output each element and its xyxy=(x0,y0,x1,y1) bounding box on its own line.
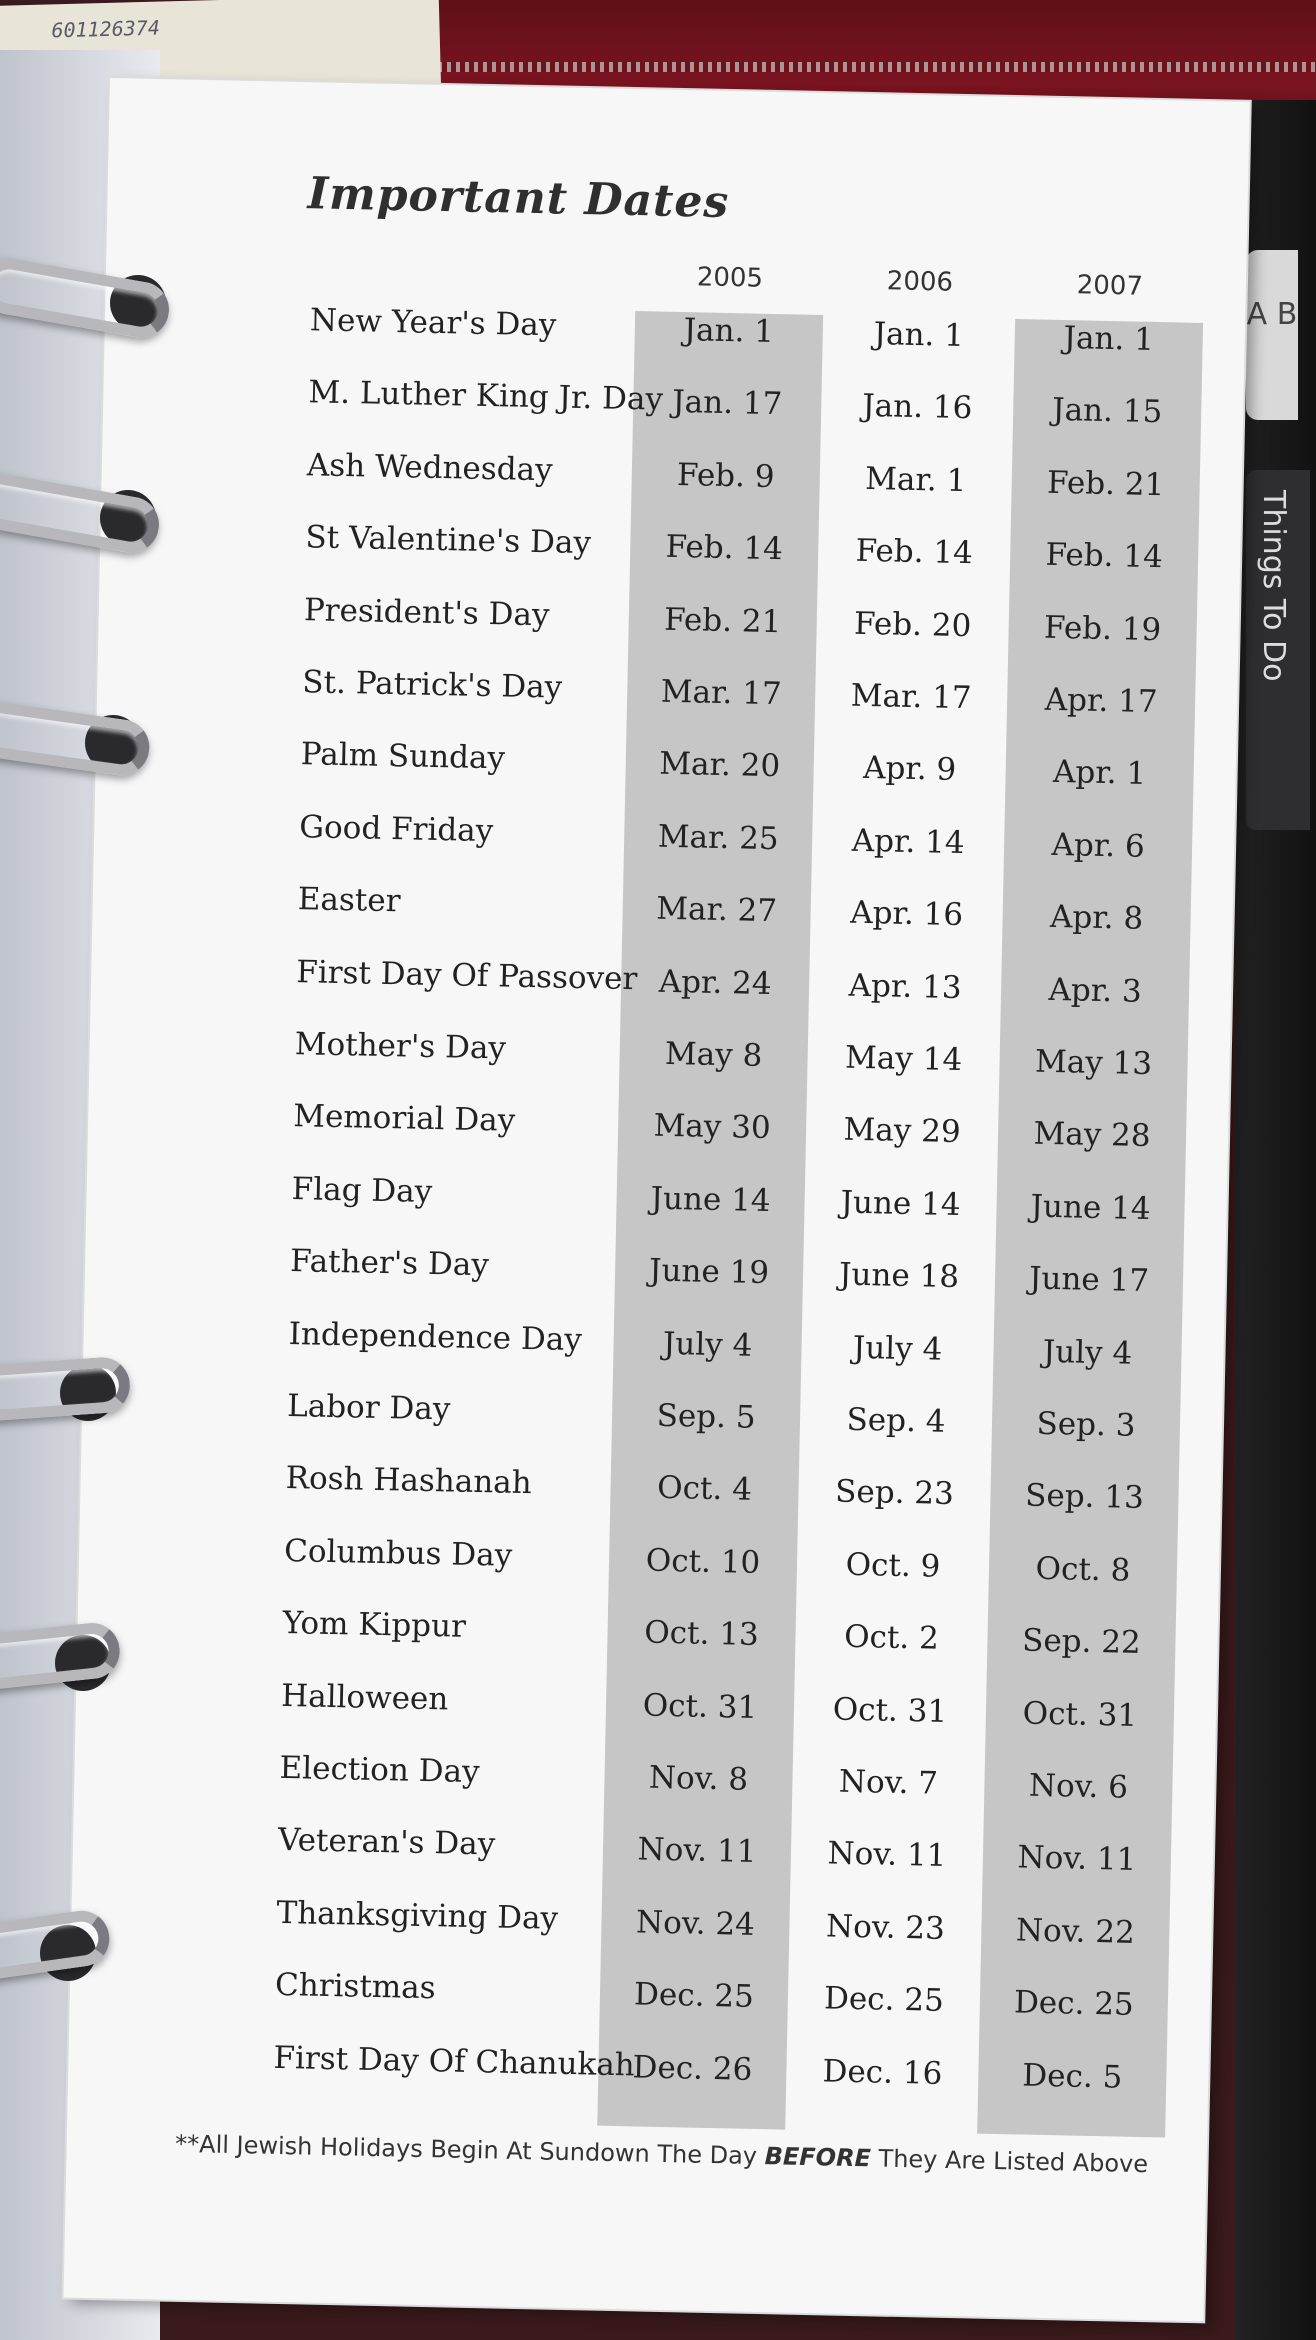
year-header-2006: 2006 xyxy=(886,266,954,298)
date-2007: Jan. 1 xyxy=(1063,320,1155,358)
date-2006: Jan. 16 xyxy=(861,388,973,427)
date-2006: Oct. 2 xyxy=(843,1618,940,1657)
holiday-name: Thanksgiving Day xyxy=(276,1894,559,1937)
date-2005: Oct. 10 xyxy=(645,1542,761,1581)
holiday-name: New Year's Day xyxy=(309,302,557,344)
date-2007: May 28 xyxy=(1033,1115,1151,1155)
date-2007: Nov. 6 xyxy=(1028,1767,1129,1806)
date-2006: Nov. 11 xyxy=(827,1835,947,1875)
holiday-name: Christmas xyxy=(274,1967,437,2007)
footnote-suffix: They Are Listed Above xyxy=(870,2144,1149,2179)
date-2007: Feb. 19 xyxy=(1043,609,1162,648)
date-2005: Mar. 25 xyxy=(657,818,779,857)
date-2006: Apr. 13 xyxy=(848,967,962,1006)
date-2006: Oct. 31 xyxy=(832,1691,948,1730)
date-2006: Dec. 25 xyxy=(823,1980,945,2020)
holiday-name: St. Patrick's Day xyxy=(302,664,563,706)
date-2007: Apr. 3 xyxy=(1048,971,1143,1010)
holiday-name: President's Day xyxy=(303,591,550,633)
date-2006: Nov. 7 xyxy=(838,1763,939,1802)
footnote xyxy=(136,2129,1186,2179)
year-header-2007: 2007 xyxy=(1076,270,1144,302)
date-2006: May 29 xyxy=(843,1111,961,1151)
date-2007: Nov. 22 xyxy=(1015,1912,1136,1951)
date-2005: Oct. 4 xyxy=(656,1470,753,1509)
date-2007: Apr. 1 xyxy=(1052,754,1147,793)
date-2005: Mar. 27 xyxy=(655,890,778,930)
date-2005: Dec. 25 xyxy=(633,1976,755,2016)
holiday-name: Labor Day xyxy=(286,1388,451,1428)
holiday-name: Easter xyxy=(297,881,401,920)
date-2007: June 14 xyxy=(1030,1188,1151,1227)
date-2005: June 19 xyxy=(648,1252,770,1292)
date-2007: Sep. 3 xyxy=(1036,1405,1136,1444)
binder-cover-right xyxy=(1236,100,1316,2340)
date-2007: May 13 xyxy=(1034,1043,1153,1083)
date-2006: Jan. 1 xyxy=(873,316,965,354)
holiday-name: Flag Day xyxy=(291,1170,433,1210)
date-2005: Sep. 5 xyxy=(656,1397,756,1436)
date-2005: Apr. 24 xyxy=(658,963,772,1002)
tab-things-label: Things To Do xyxy=(1256,490,1291,682)
date-2005: Oct. 31 xyxy=(642,1687,758,1726)
holiday-name: First Day Of Chanukah xyxy=(273,2039,636,2084)
date-2007: Sep. 13 xyxy=(1024,1477,1145,1517)
date-2006: Apr. 14 xyxy=(851,822,965,861)
date-2005: Mar. 17 xyxy=(660,673,783,713)
date-2005: Jan. 1 xyxy=(683,312,775,350)
date-2006: Apr. 9 xyxy=(862,750,957,789)
date-2007: July 4 xyxy=(1042,1333,1133,1372)
date-2005: May 8 xyxy=(664,1035,763,1074)
date-2005: July 4 xyxy=(662,1325,753,1364)
date-2007: Feb. 21 xyxy=(1046,464,1165,503)
date-2007: Feb. 14 xyxy=(1045,536,1164,576)
holiday-name: Columbus Day xyxy=(283,1532,513,1574)
date-2007: Apr. 6 xyxy=(1051,826,1146,865)
holiday-name: Election Day xyxy=(279,1749,480,1791)
date-2006: Feb. 20 xyxy=(853,605,972,644)
holiday-name: Memorial Day xyxy=(292,1098,516,1140)
footnote-emphasis: BEFORE xyxy=(764,2142,872,2173)
date-2006: Mar. 1 xyxy=(864,460,967,499)
date-2006: Dec. 16 xyxy=(822,2052,943,2092)
date-2005: Nov. 8 xyxy=(648,1759,749,1798)
date-2005: Feb. 9 xyxy=(676,456,775,495)
date-2005: Nov. 24 xyxy=(635,1904,756,1943)
date-2007: Apr. 8 xyxy=(1049,899,1144,938)
date-2005: Feb. 14 xyxy=(665,528,784,568)
holiday-name: Good Friday xyxy=(298,808,494,849)
tab-things-to-do[interactable] xyxy=(1246,470,1310,830)
receipt-number: 601126374 xyxy=(51,15,161,43)
holiday-name: St Valentine's Day xyxy=(305,519,592,562)
date-2005: May 30 xyxy=(653,1108,772,1147)
holiday-name: Halloween xyxy=(280,1677,449,1718)
holiday-name: Yom Kippur xyxy=(282,1605,467,1645)
holiday-name: Father's Day xyxy=(289,1243,490,1284)
date-2006: June 18 xyxy=(838,1256,960,1296)
year-header-2005: 2005 xyxy=(696,262,764,294)
date-2006: Apr. 16 xyxy=(849,894,964,934)
planner-page xyxy=(64,78,1250,2321)
date-2007: Dec. 5 xyxy=(1021,2057,1123,2096)
date-2007: June 17 xyxy=(1028,1260,1150,1300)
date-2007: Nov. 11 xyxy=(1017,1839,1137,1879)
holiday-name: Rosh Hashanah xyxy=(285,1460,533,1502)
date-2007: Oct. 31 xyxy=(1022,1695,1138,1734)
date-2007: Apr. 17 xyxy=(1044,681,1158,721)
date-2005: Feb. 21 xyxy=(663,601,782,640)
binder-zipper xyxy=(330,62,1316,72)
date-2006: Feb. 14 xyxy=(855,532,974,572)
date-2006: Mar. 17 xyxy=(850,677,972,717)
holiday-name: Palm Sunday xyxy=(300,736,506,777)
date-2005: Nov. 11 xyxy=(637,1831,757,1871)
date-2005: June 14 xyxy=(650,1180,772,1219)
date-2005: Dec. 26 xyxy=(632,2048,753,2088)
holiday-name: Mother's Day xyxy=(294,1026,507,1067)
table-row xyxy=(104,298,1245,382)
holiday-name: Independence Day xyxy=(288,1315,583,1358)
date-2007: Sep. 22 xyxy=(1021,1622,1142,1662)
date-2006: May 14 xyxy=(844,1039,963,1079)
date-2005: Mar. 20 xyxy=(658,746,781,785)
holiday-name: Veteran's Day xyxy=(277,1822,496,1863)
date-2006: Sep. 4 xyxy=(846,1401,946,1440)
holiday-name: First Day Of Passover xyxy=(295,953,638,997)
date-2006: June 14 xyxy=(840,1184,961,1223)
date-2006: Oct. 9 xyxy=(845,1546,941,1585)
footnote-prefix: **All Jewish Holidays Begin At Sundown The Day xyxy=(174,2129,765,2171)
date-2006: Sep. 23 xyxy=(834,1473,955,1513)
date-2006: July 4 xyxy=(852,1329,943,1368)
date-2007: Oct. 8 xyxy=(1035,1550,1131,1589)
date-2005: Oct. 13 xyxy=(643,1614,760,1654)
date-2007: Dec. 25 xyxy=(1013,1984,1135,2024)
holiday-name: Ash Wednesday xyxy=(306,447,553,489)
page-title: Important Dates xyxy=(307,168,730,228)
holiday-name: M. Luther King Jr. Day xyxy=(308,374,664,419)
tab-ab[interactable]: A B xyxy=(1246,250,1298,420)
date-2007: Jan. 15 xyxy=(1051,392,1163,431)
date-2006: Nov. 23 xyxy=(825,1908,946,1947)
date-2005: Jan. 17 xyxy=(671,384,783,423)
